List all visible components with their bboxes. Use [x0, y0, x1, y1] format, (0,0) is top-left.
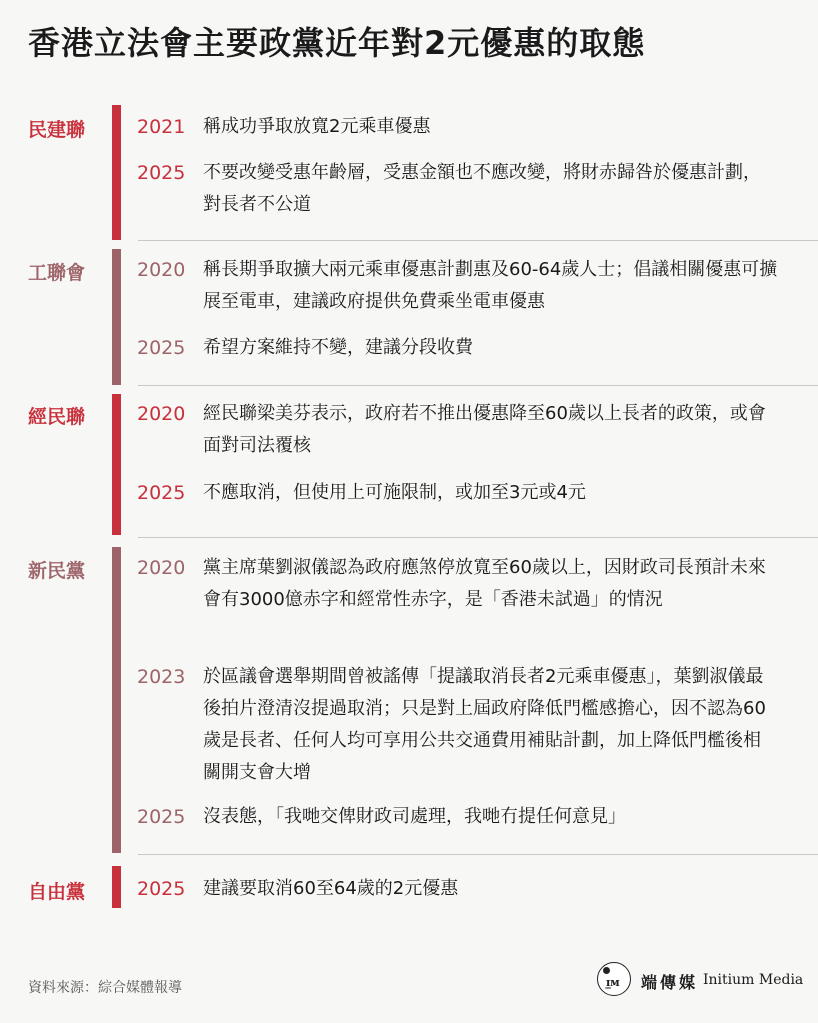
entry-year: 2025: [137, 162, 186, 184]
entry-year: 2020: [137, 259, 186, 281]
party-name: 民建聯: [28, 119, 86, 141]
entry-year: 2025: [137, 482, 186, 504]
entry-year: 2025: [137, 337, 186, 359]
source-note: 資料來源：綜合媒體報導: [28, 980, 182, 996]
party-name: 自由黨: [28, 881, 86, 903]
initium-logo-icon: ɪ̲ᴍ: [597, 962, 631, 996]
entry-text: 不應取消，但使用上可施限制，或加至3元或4元: [203, 482, 586, 503]
party-name: 新民黨: [28, 560, 86, 582]
divider: [138, 854, 818, 855]
party-bar: [112, 547, 121, 853]
party-name: 經民聯: [28, 406, 86, 428]
entry-text: 於區議會選舉期間曾被謠傳「提議取消長者2元乘車優惠」，葉劉淑儀最後拍片澄清沒提過取消；只是對上屆政府降低門檻感擔心，因不認為60歲是長者、任何人均可享用公共交通費用補貼計劃，加上降低門檻後相關開支會大增: [203, 666, 766, 783]
party-bar: [112, 249, 121, 385]
entry-text: 希望方案維持不變，建議分段收費: [203, 337, 473, 358]
divider: [138, 537, 818, 538]
entry-text: 稱成功爭取放寬2元乘車優惠: [203, 116, 431, 137]
entry-text: 不要改變受惠年齡層，受惠金額也不應改變，將財赤歸咎於優惠計劃，對長者不公道: [203, 162, 761, 215]
page-title: 香港立法會主要政黨近年對2元優惠的取態: [28, 24, 646, 62]
party-bar: [112, 866, 121, 908]
entry-text: 沒表態，「我哋交俾財政司處理，我哋冇提任何意見」: [203, 806, 626, 827]
brand-name-english: Initium Media: [703, 972, 804, 988]
entry-text: 經民聯梁美芬表示，政府若不推出優惠降至60歲以上長者的政策，或會面對司法覆核: [203, 403, 766, 456]
entry-year: 2025: [137, 806, 186, 828]
divider: [138, 240, 818, 241]
entry-year: 2021: [137, 116, 186, 138]
party-bar: [112, 394, 121, 535]
entry-year: 2025: [137, 878, 186, 900]
entry-year: 2020: [137, 403, 186, 425]
entry-text: 稱長期爭取擴大兩元乘車優惠計劃惠及60-64歲人士；倡議相關優惠可擴展至電車，建議政府提供免費乘坐電車優惠: [203, 259, 778, 312]
divider: [138, 385, 818, 386]
entry-year: 2023: [137, 666, 186, 688]
party-name: 工聯會: [28, 262, 86, 284]
entry-text: 黨主席葉劉淑儀認為政府應煞停放寬至60歲以上，因財政司長預計未來會有3000億赤字和經常性赤字，是「香港未試過」的情況: [203, 557, 766, 610]
party-bar: [112, 105, 121, 240]
entry-year: 2020: [137, 557, 186, 579]
brand-name-chinese: 端傳媒: [641, 973, 699, 992]
entry-text: 建議要取消60至64歲的2元優惠: [203, 878, 459, 899]
